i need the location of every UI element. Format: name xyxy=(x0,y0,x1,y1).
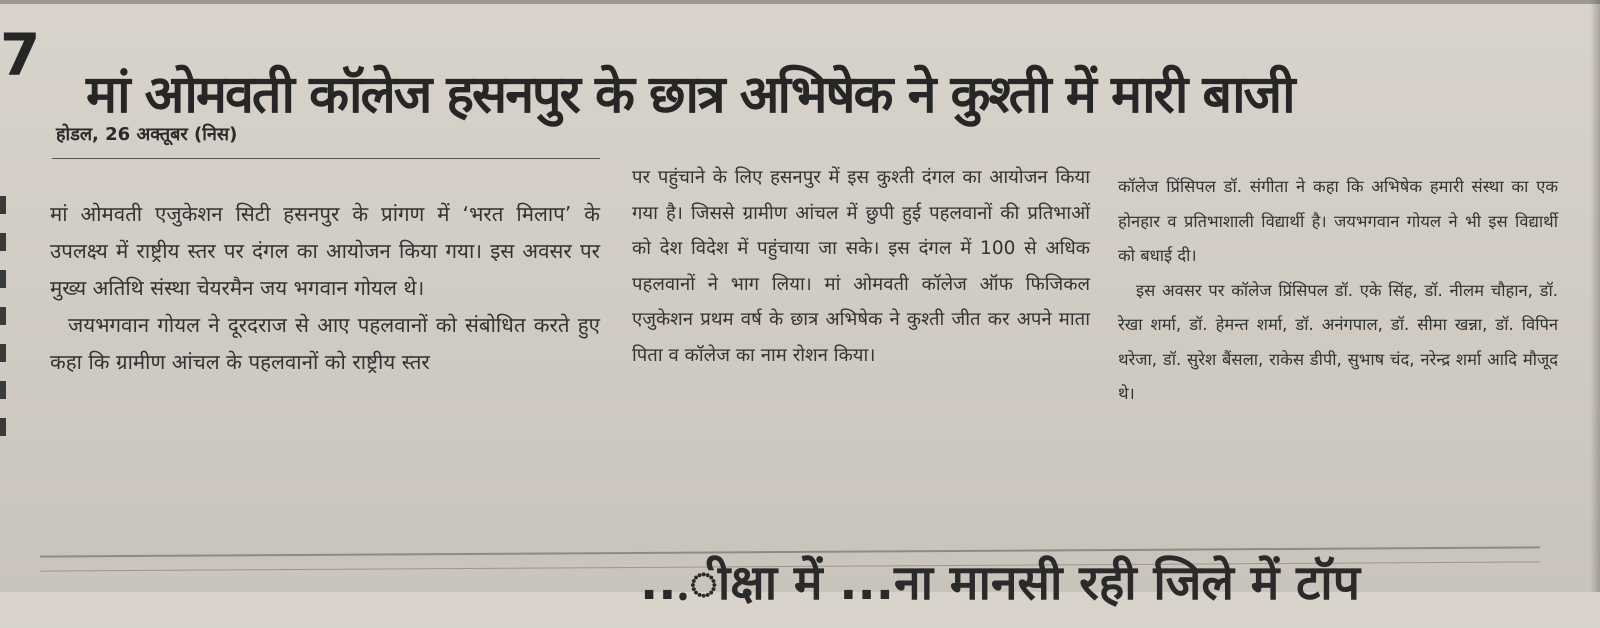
left-edge-fragments xyxy=(0,196,14,496)
col3-paragraph-1: कॉलेज प्रिंसिपल डॉ. संगीता ने कहा कि अभिषेक हमारी संस्था का एक होनहार व प्रतिभाशाली विद्यार्थी है। जयभगवान गोयल ने भी इस विद्यार्थी को बधाई दी। xyxy=(1118,177,1558,265)
article-column-3 xyxy=(1118,170,1558,542)
article-column-2 xyxy=(632,160,1090,532)
dateline: होडल, 26 अक्तूबर (निस) xyxy=(56,124,238,145)
col1-paragraph-2: जयभगवान गोयल ने दूरदराज से आए पहलवानों को संबोधित करते हुए कहा कि ग्रामीण आंचल के पहलवानों को राष्ट्रीय स्तर xyxy=(50,313,600,374)
col2-paragraph-1: पर पहुंचाने के लिए हसनपुर में इस कुश्ती दंगल का आयोजन किया गया है। जिससे ग्रामीण आंचल में छुपी हुई पहलवानों की प्रतिभाओं को देश विदेश में पहुंचाया जा सके। इस दंगल में 100 से अधिक पहलवानों ने भाग लिया। मां ओमवती कॉलेज ऑफ फिजिकल एजुकेशन प्रथम वर्ष के छात्र अभिषेक ने कुश्ती जीत कर अपने माता पिता व कॉलेज का नाम रोशन किया। xyxy=(632,167,1090,366)
top-rule xyxy=(0,0,1600,4)
next-article-headline: ...ीक्षा में ...ना मानसी रही जिले में टॉप xyxy=(640,555,1360,611)
previous-column-fragment: 7 xyxy=(0,21,41,89)
col3-paragraph-2: इस अवसर पर कॉलेज प्रिंसिपल डॉ. एके सिंह, डॉ. नीलम चौहान, डॉ. रेखा शर्मा, डॉ. हेमन्त शर्मा, डॉ. अनंगपाल, डॉ. सीमा खन्ना, डॉ. विपिन थरेजा, डॉ. सुरेश बैंसला, राकेस डीपी, सुभाष चंद, नरेन्द्र शर्मा आदि मौजूद थे। xyxy=(1118,280,1558,403)
article-column-1 xyxy=(50,196,600,568)
page-edge-shadow xyxy=(1590,0,1600,592)
dateline-rule xyxy=(52,158,600,159)
col1-paragraph-1: मां ओमवती एजुकेशन सिटी हसनपुर के प्रांगण में ‘भरत मिलाप’ के उपलक्ष्य में राष्ट्रीय स्तर पर दंगल का आयोजन किया गया। इस अवसर पर मुख्य अतिथि संस्था चेयरमैन जय भगवान गोयल थे। xyxy=(50,202,600,300)
article-headline: मां ओमवती कॉलेज हसनपुर के छात्र अभिषेक ने कुश्ती में मारी बाजी xyxy=(86,64,1294,125)
